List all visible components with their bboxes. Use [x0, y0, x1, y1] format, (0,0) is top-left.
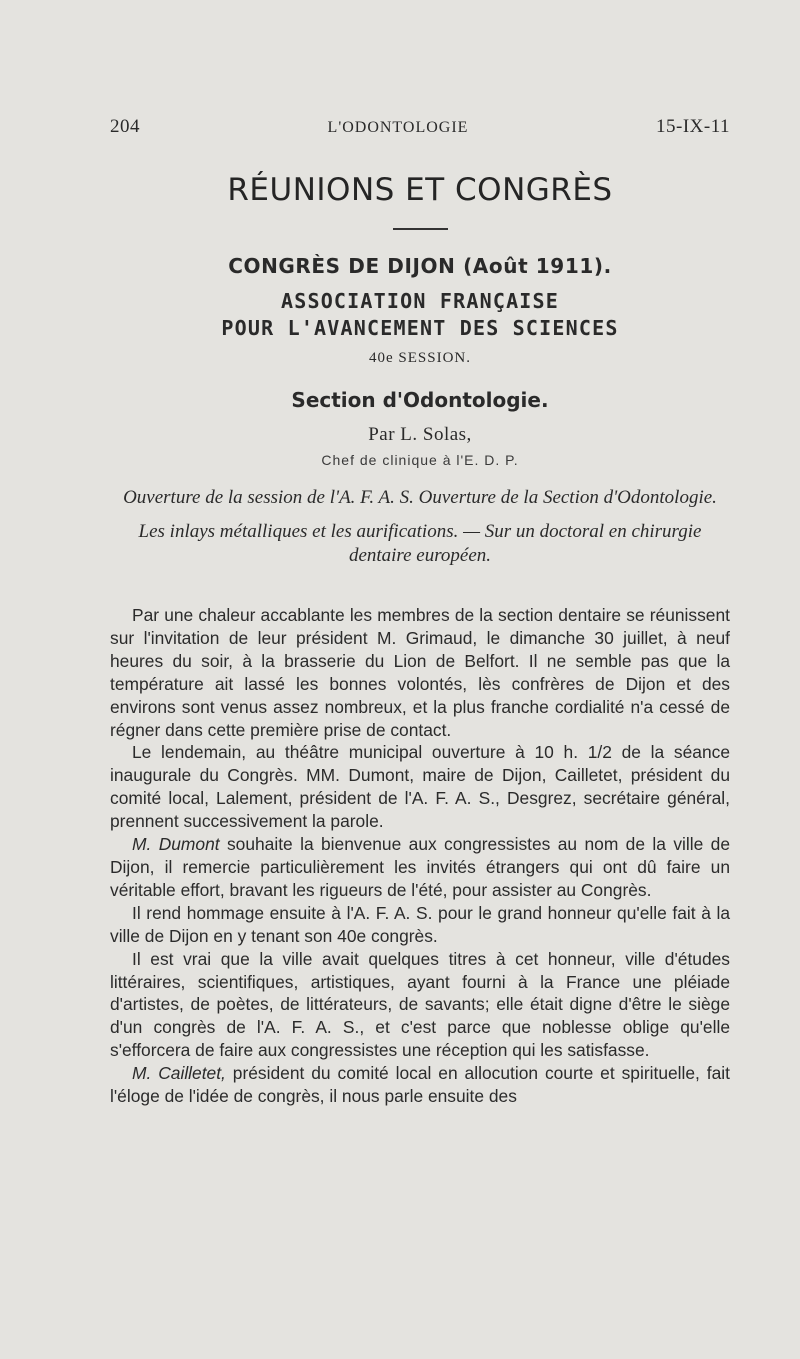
article-summary [110, 486, 730, 578]
issue-date: 15-IX-11 [656, 116, 730, 137]
association-heading [110, 288, 730, 342]
article-body [110, 604, 730, 1108]
association-line-2: POUR L'AVANCEMENT DES SCIENCES [221, 316, 619, 340]
running-header [110, 116, 730, 138]
paragraph-3-text: souhaite la bienvenue aux congressistes au nom de la ville de Dijon, il remercie particulièrement les invités étrangers qui ont dû faire un véritable effort, bravant les rigueurs de l'été, pour assister au Congrès. [110, 834, 730, 900]
paragraph-2: Le lendemain, au théâtre municipal ouverture à 10 h. 1/2 de la séance inaugurale du Congrès. MM. Dumont, maire de Dijon, Cailletet, président du comité local, Lalement, président de l'A. F. A. S., Desgrez, secrétaire général, prennent successivement la parole. [110, 742, 730, 832]
paragraph-6 [110, 1062, 730, 1108]
journal-name: L'ODONTOLOGIE [327, 119, 469, 136]
paragraph-3 [110, 833, 730, 902]
author-byline: Par L. Solas, [368, 424, 472, 445]
paragraph-5: Il est vrai que la ville avait quelques titres à cet honneur, ville d'études littéraires, scientifiques, artistiques, ayant fourni à la France une pléiade d'artistes, de poètes, de littérateurs, de savants; elle était digne d'être le siège d'un congrès de l'A. F. A. S., et c'est parce que noblesse oblige qu'elle s'efforcera de faire aux congressistes une réception qui les satisfasse. [110, 948, 730, 1061]
association-line-1: ASSOCIATION FRANÇAISE [280, 289, 560, 313]
paragraph-3-speaker: M. Dumont [132, 834, 220, 855]
congress-heading: CONGRÈS DE DIJON (Août 1911). [228, 254, 612, 278]
summary-line-1: Ouverture de la session de l'A. F. A. S. Ouverture de la Section d'Odontologie. [123, 487, 717, 508]
summary-line-2: Les inlays métalliques et les aurifications. — Sur un doctoral en chirurgie dentaire européen. [138, 521, 702, 566]
section-heading: Section d'Odontologie. [291, 388, 549, 412]
page-number: 204 [110, 116, 140, 137]
author-affiliation: Chef de clinique à l'E. D. P. [321, 452, 519, 468]
session-label: 40e SESSION. [368, 350, 471, 366]
title-divider [393, 228, 448, 230]
paragraph-4: Il rend hommage ensuite à l'A. F. A. S. pour le grand honneur qu'elle fait à la ville de Dijon en y tenant son 40e congrès. [110, 902, 730, 946]
paragraph-6-text: président du comité local en allocution courte et spirituelle, fait l'éloge de l'idée de congrès, il nous parle ensuite des [110, 1063, 730, 1107]
page-title: RÉUNIONS ET CONGRÈS [227, 172, 613, 208]
paragraph-6-speaker: M. Cailletet, [132, 1063, 226, 1084]
paragraph-1: Par une chaleur accablante les membres de la section dentaire se réunissent sur l'invitation de leur président M. Grimaud, le dimanche 30 juillet, à neuf heures du soir, à la brasserie du Lion de Belfort. Il ne semble pas que la température ait lassé les bonnes volontés, lès confrères de Dijon et des environs sont venus assez nombreux, et la plus franche cordialité n'a cessé de régner dans cette première prise de contact. [110, 605, 730, 740]
